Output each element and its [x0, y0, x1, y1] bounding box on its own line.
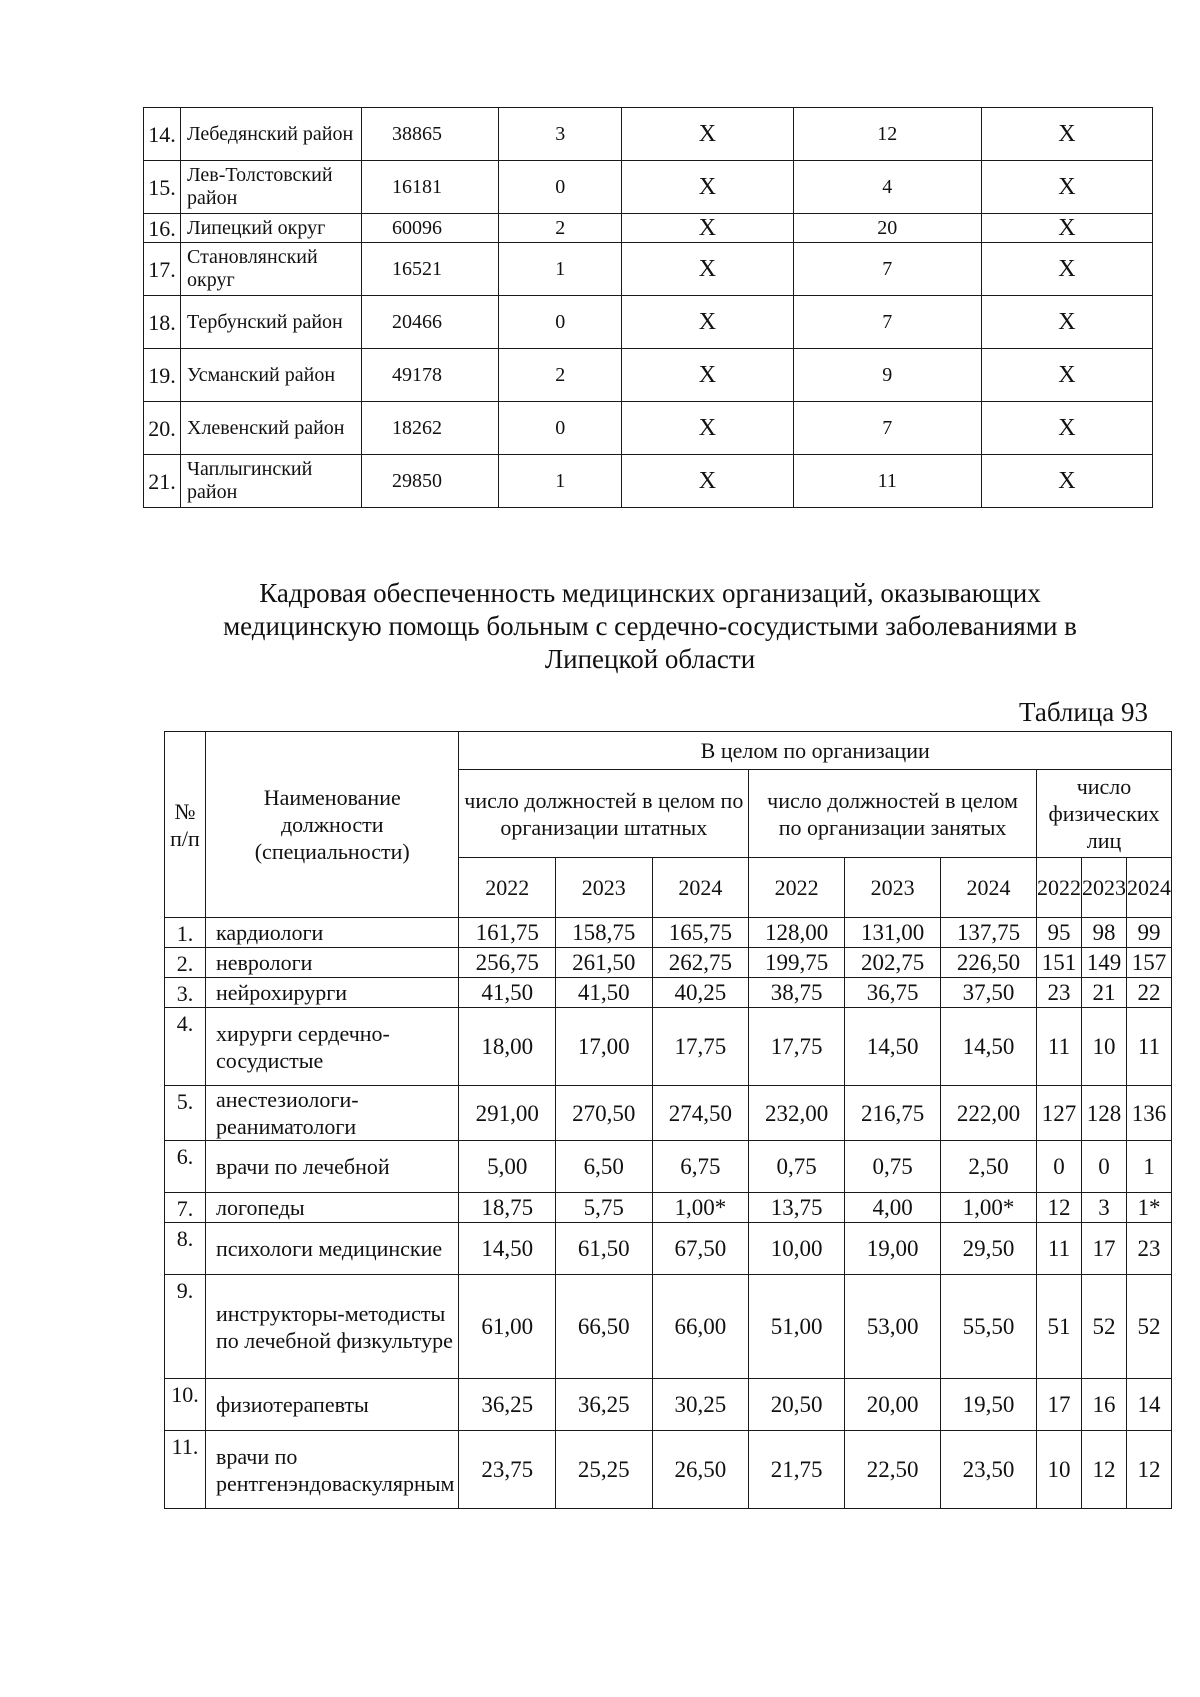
value-cell: 17: [1082, 1223, 1127, 1275]
value-a: 1: [499, 243, 622, 296]
value-cell: 30,25: [652, 1379, 749, 1431]
header-year: 2023: [845, 858, 941, 918]
value-cell: 137,75: [941, 918, 1037, 948]
value-cell: 0: [1037, 1141, 1082, 1193]
header-col-no: № п/п: [165, 732, 206, 918]
header-col-name: Наименование должности (специальности): [206, 732, 459, 918]
value-cell: 11: [1037, 1008, 1082, 1086]
mark-a: X: [622, 161, 793, 214]
row-number: 14.: [144, 108, 181, 161]
value-a: 3: [499, 108, 622, 161]
district-row: [144, 402, 1153, 455]
position-name: физиотерапевты: [206, 1379, 459, 1431]
value-cell: 0,75: [845, 1141, 941, 1193]
value-cell: 14,50: [459, 1223, 556, 1275]
value-cell: 12: [1082, 1431, 1127, 1509]
value-cell: 6,75: [652, 1141, 749, 1193]
value-cell: 1,00*: [652, 1193, 749, 1223]
row-number: 20.: [144, 402, 181, 455]
district-name: Становлянский округ: [181, 243, 362, 296]
value-cell: 66,00: [652, 1275, 749, 1379]
district-row: [144, 349, 1153, 402]
mark-b: X: [981, 108, 1152, 161]
district-name: Лев-Толстовский район: [181, 161, 362, 214]
value-cell: 3: [1082, 1193, 1127, 1223]
value-cell: 136: [1127, 1086, 1172, 1141]
value-cell: 202,75: [845, 948, 941, 978]
value-cell: 270,50: [556, 1086, 653, 1141]
population-value: 38865: [362, 108, 499, 161]
header-sub-occupied: число должностей в целом по организации занятых: [749, 770, 1037, 858]
value-cell: 131,00: [845, 918, 941, 948]
value-cell: 61,50: [556, 1223, 653, 1275]
header-year: 2024: [652, 858, 749, 918]
value-cell: 1: [1127, 1141, 1172, 1193]
position-name: кардиологи: [206, 918, 459, 948]
value-cell: 216,75: [845, 1086, 941, 1141]
mark-b: X: [981, 402, 1152, 455]
value-cell: 11: [1037, 1223, 1082, 1275]
value-cell: 36,25: [459, 1379, 556, 1431]
mark-a: X: [622, 243, 793, 296]
district-row: [144, 161, 1153, 214]
row-number: 11.: [165, 1431, 206, 1509]
row-number: 6.: [165, 1141, 206, 1193]
value-cell: 22: [1127, 978, 1172, 1008]
district-table-body: [144, 108, 1153, 508]
value-cell: 10: [1037, 1431, 1082, 1509]
value-cell: 18,00: [459, 1008, 556, 1086]
value-cell: 29,50: [941, 1223, 1037, 1275]
value-cell: 6,50: [556, 1141, 653, 1193]
district-name: Тербунский район: [181, 296, 362, 349]
position-name: логопеды: [206, 1193, 459, 1223]
value-b: 11: [793, 455, 981, 508]
value-cell: 41,50: [556, 978, 653, 1008]
value-cell: 23: [1127, 1223, 1172, 1275]
value-cell: 14: [1127, 1379, 1172, 1431]
value-cell: 1*: [1127, 1193, 1172, 1223]
mark-b: X: [981, 214, 1152, 243]
value-cell: 98: [1082, 918, 1127, 948]
value-cell: 23: [1037, 978, 1082, 1008]
value-cell: 262,75: [652, 948, 749, 978]
staffing-row: [165, 918, 1172, 948]
mark-a: X: [622, 455, 793, 508]
staffing-table-body: [165, 918, 1172, 1509]
row-number: 19.: [144, 349, 181, 402]
value-b: 7: [793, 296, 981, 349]
value-cell: 17: [1037, 1379, 1082, 1431]
value-a: 0: [499, 402, 622, 455]
value-cell: 18,75: [459, 1193, 556, 1223]
value-cell: 25,25: [556, 1431, 653, 1509]
header-group: В целом по организации: [459, 732, 1172, 770]
staffing-row: [165, 1193, 1172, 1223]
value-cell: 36,75: [845, 978, 941, 1008]
value-cell: 99: [1127, 918, 1172, 948]
value-cell: 52: [1127, 1275, 1172, 1379]
value-cell: 165,75: [652, 918, 749, 948]
value-cell: 20,00: [845, 1379, 941, 1431]
value-cell: 199,75: [749, 948, 845, 978]
value-cell: 22,50: [845, 1431, 941, 1509]
value-cell: 17,00: [556, 1008, 653, 1086]
value-cell: 222,00: [941, 1086, 1037, 1141]
value-a: 1: [499, 455, 622, 508]
value-cell: 51: [1037, 1275, 1082, 1379]
value-cell: 21: [1082, 978, 1127, 1008]
district-name: Лебедянский район: [181, 108, 362, 161]
row-number: 10.: [165, 1379, 206, 1431]
value-cell: 20,50: [749, 1379, 845, 1431]
value-a: 0: [499, 161, 622, 214]
value-cell: 10: [1082, 1008, 1127, 1086]
staffing-table-header: [165, 732, 1172, 918]
district-row: [144, 108, 1153, 161]
value-cell: 0: [1082, 1141, 1127, 1193]
position-name: психологи медицинские: [206, 1223, 459, 1275]
table-number: Таблица 93: [1019, 697, 1148, 727]
district-name: Липецкий округ: [181, 214, 362, 243]
district-name: Чаплыгинский район: [181, 455, 362, 508]
district-row: [144, 296, 1153, 349]
header-year: 2024: [941, 858, 1037, 918]
value-cell: 37,50: [941, 978, 1037, 1008]
row-number: 15.: [144, 161, 181, 214]
staffing-row: [165, 1223, 1172, 1275]
value-cell: 128: [1082, 1086, 1127, 1141]
row-number: 18.: [144, 296, 181, 349]
staffing-row: [165, 1275, 1172, 1379]
population-value: 20466: [362, 296, 499, 349]
staffing-row: [165, 1379, 1172, 1431]
value-cell: 14,50: [941, 1008, 1037, 1086]
mark-a: X: [622, 296, 793, 349]
population-value: 16521: [362, 243, 499, 296]
header-year-narrow: 2023: [1082, 858, 1127, 918]
value-cell: 41,50: [459, 978, 556, 1008]
value-cell: 36,25: [556, 1379, 653, 1431]
value-cell: 261,50: [556, 948, 653, 978]
position-name: анестезиологи-реаниматологи: [206, 1086, 459, 1141]
value-b: 20: [793, 214, 981, 243]
value-b: 12: [793, 108, 981, 161]
row-number: 7.: [165, 1193, 206, 1223]
district-name: Хлевенский район: [181, 402, 362, 455]
header-year: 2023: [556, 858, 653, 918]
population-value: 18262: [362, 402, 499, 455]
mark-b: X: [981, 161, 1152, 214]
value-cell: 52: [1082, 1275, 1127, 1379]
mark-a: X: [622, 349, 793, 402]
position-name: врачи по рентгенэндоваскулярным: [206, 1431, 459, 1509]
header-year: 2022: [459, 858, 556, 918]
mark-b: X: [981, 296, 1152, 349]
row-number: 9.: [165, 1275, 206, 1379]
header-year: 2022: [749, 858, 845, 918]
position-name: нейрохирурги: [206, 978, 459, 1008]
population-value: 60096: [362, 214, 499, 243]
value-b: 4: [793, 161, 981, 214]
value-cell: 12: [1037, 1193, 1082, 1223]
value-cell: 13,75: [749, 1193, 845, 1223]
population-value: 16181: [362, 161, 499, 214]
row-number: 4.: [165, 1008, 206, 1086]
value-cell: 67,50: [652, 1223, 749, 1275]
value-cell: 16: [1082, 1379, 1127, 1431]
value-cell: 149: [1082, 948, 1127, 978]
value-cell: 17,75: [749, 1008, 845, 1086]
value-a: 0: [499, 296, 622, 349]
district-name: Усманский район: [181, 349, 362, 402]
value-cell: 128,00: [749, 918, 845, 948]
header-sub-persons: число физических лиц: [1037, 770, 1172, 858]
value-cell: 5,75: [556, 1193, 653, 1223]
value-cell: 226,50: [941, 948, 1037, 978]
row-number: 2.: [165, 948, 206, 978]
value-cell: 291,00: [459, 1086, 556, 1141]
position-name: хирурги сердечно-сосудистые: [206, 1008, 459, 1086]
value-cell: 157: [1127, 948, 1172, 978]
value-cell: 2,50: [941, 1141, 1037, 1193]
value-cell: 17,75: [652, 1008, 749, 1086]
staffing-row: [165, 948, 1172, 978]
value-cell: 95: [1037, 918, 1082, 948]
value-cell: 26,50: [652, 1431, 749, 1509]
value-b: 7: [793, 243, 981, 296]
value-cell: 19,00: [845, 1223, 941, 1275]
value-cell: 127: [1037, 1086, 1082, 1141]
district-table: [143, 107, 1153, 508]
row-number: 1.: [165, 918, 206, 948]
header-sub-staff: число должностей в целом по организации штатных: [459, 770, 749, 858]
population-value: 29850: [362, 455, 499, 508]
position-name: инструкторы-методисты по лечебной физкультуре: [206, 1275, 459, 1379]
staffing-table: [164, 731, 1172, 1509]
row-number: 5.: [165, 1086, 206, 1141]
value-cell: 23,50: [941, 1431, 1037, 1509]
value-cell: 12: [1127, 1431, 1172, 1509]
value-cell: 5,00: [459, 1141, 556, 1193]
value-cell: 61,00: [459, 1275, 556, 1379]
value-cell: 11: [1127, 1008, 1172, 1086]
value-cell: 0,75: [749, 1141, 845, 1193]
district-row: [144, 214, 1153, 243]
value-cell: 274,50: [652, 1086, 749, 1141]
mark-b: X: [981, 349, 1152, 402]
district-row: [144, 455, 1153, 508]
mark-a: X: [622, 214, 793, 243]
value-cell: 232,00: [749, 1086, 845, 1141]
header-year-narrow: 2022: [1037, 858, 1082, 918]
population-value: 49178: [362, 349, 499, 402]
row-number: 17.: [144, 243, 181, 296]
mark-b: X: [981, 243, 1152, 296]
value-cell: 23,75: [459, 1431, 556, 1509]
value-cell: 55,50: [941, 1275, 1037, 1379]
staffing-row: [165, 1008, 1172, 1086]
value-cell: 161,75: [459, 918, 556, 948]
position-name: неврологи: [206, 948, 459, 978]
staffing-row: [165, 1141, 1172, 1193]
value-cell: 256,75: [459, 948, 556, 978]
row-number: 21.: [144, 455, 181, 508]
mark-a: X: [622, 402, 793, 455]
staffing-row: [165, 1431, 1172, 1509]
value-cell: 1,00*: [941, 1193, 1037, 1223]
value-a: 2: [499, 214, 622, 243]
row-number: 3.: [165, 978, 206, 1008]
value-cell: 53,00: [845, 1275, 941, 1379]
header-year-narrow: 2024: [1127, 858, 1172, 918]
value-cell: 19,50: [941, 1379, 1037, 1431]
value-cell: 51,00: [749, 1275, 845, 1379]
mark-b: X: [981, 455, 1152, 508]
value-cell: 21,75: [749, 1431, 845, 1509]
value-cell: 151: [1037, 948, 1082, 978]
row-number: 8.: [165, 1223, 206, 1275]
value-cell: 158,75: [556, 918, 653, 948]
value-cell: 38,75: [749, 978, 845, 1008]
value-b: 9: [793, 349, 981, 402]
value-cell: 40,25: [652, 978, 749, 1008]
table-title: Кадровая обеспеченность медицинских организаций, оказывающих медицинскую помощь больным с сердечно-сосудистыми заболеваниями в Липецкой области: [223, 578, 1077, 674]
value-a: 2: [499, 349, 622, 402]
position-name: врачи по лечебной: [206, 1141, 459, 1193]
value-b: 7: [793, 402, 981, 455]
value-cell: 4,00: [845, 1193, 941, 1223]
mark-a: X: [622, 108, 793, 161]
value-cell: 14,50: [845, 1008, 941, 1086]
district-row: [144, 243, 1153, 296]
staffing-row: [165, 1086, 1172, 1141]
value-cell: 66,50: [556, 1275, 653, 1379]
value-cell: 10,00: [749, 1223, 845, 1275]
row-number: 16.: [144, 214, 181, 243]
staffing-row: [165, 978, 1172, 1008]
